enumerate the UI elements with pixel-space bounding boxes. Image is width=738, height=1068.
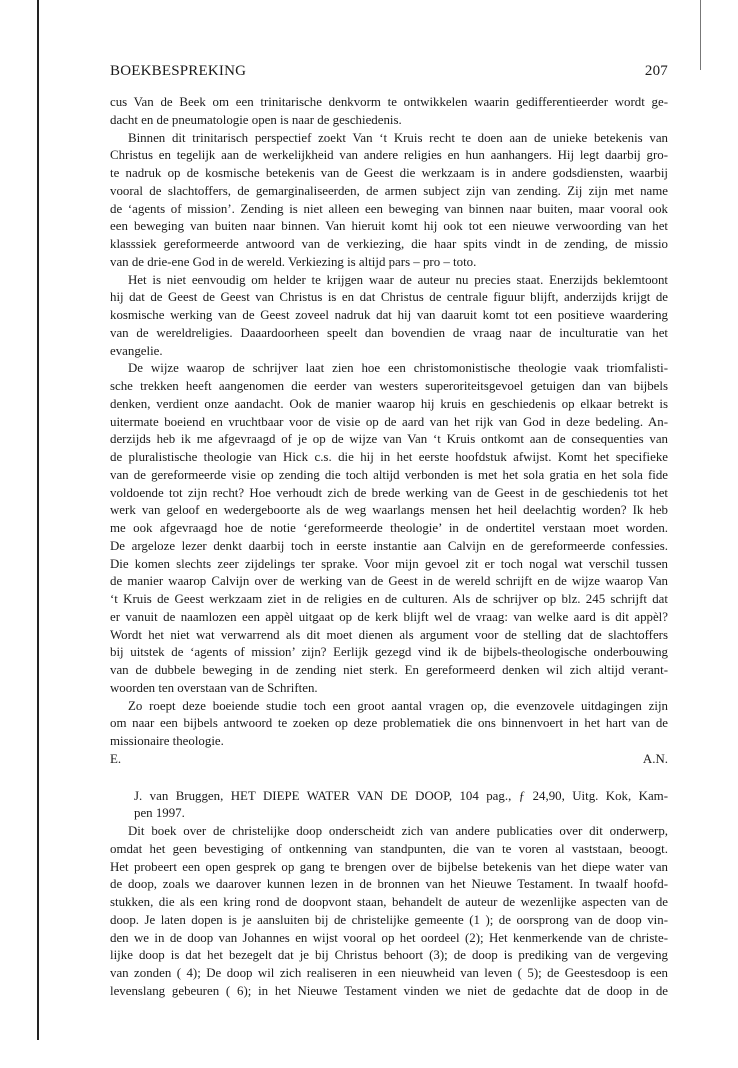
text-line: van de drie-ene God in de wereld. Verkiezing is altijd pars – pro – toto. <box>110 254 477 269</box>
text-line: van de gereformeerde visie op zending die toch altijd verbonden is met het sola gratia en het sola fide <box>110 467 668 482</box>
text-line: evangelie. <box>110 343 163 358</box>
signature-line <box>110 751 668 769</box>
text-line: hij dat de Geest de Geest van Christus is en dat Christus de centrale figuur blijft, anderzijds krijgt de <box>110 290 668 305</box>
body-text <box>110 94 668 1001</box>
text-line: te nadruk op de kosmische betekenis van de Geest die werkzaam is in andere godsdiensten, waarbij <box>110 166 668 180</box>
text-line: van de dubbele beweging in de zending niet sterk. En gereformeerd denken wil zich altijd verant- <box>110 663 668 677</box>
signature-place: E. <box>110 751 122 766</box>
text-line: den we in de doop van Johannes en wijst vooral op het oordeel (2); Het kenmerkende van de christe- <box>110 930 668 945</box>
text-line: Het is niet eenvoudig om helder te krijgen waar de auteur nu precies staat. Enerzijds beklemtoont <box>128 272 668 287</box>
text-line: De wijze waarop de schrijver laat zien hoe een christomonistische theologie vaak triomfalisti- <box>128 361 668 376</box>
text-line: een beweging van buiten naar binnen. Van hieruit komt hij ook tot een nieuwe verwoording van het <box>110 219 668 234</box>
paragraph <box>110 130 668 272</box>
text-line: me ook afgevraagd hoe de notie ‘gereformeerde theologie’ in de ondertitel verstaan moet worden. <box>110 521 668 535</box>
paragraph <box>110 360 668 697</box>
text-line: Zo roept deze boeiende studie toch een groot aantal vragen op, die evenzovele uitdagingen zijn <box>128 698 668 713</box>
text-line: Binnen dit trinitarisch perspectief zoekt Van ‘t Kruis recht te doen aan de unieke betekenis van <box>128 130 668 145</box>
paragraph <box>110 272 668 361</box>
text-line: bij uitstek de ‘agents of mission’ zijn? Eerlijk gezegd vind ik de bijbels-theologische onderbouwing <box>110 645 668 660</box>
text-line: van de wereldreligies. Daaardoorheen speelt dan bovendien de vraag naar de inculturatie van het <box>110 325 668 340</box>
text-line: de manier waarop Calvijn over de werking van de Geest in de wereld schrijft en de wijze waarop Van <box>110 574 668 589</box>
text-line: de pluralistische theologie van Hick c.s. die hij in het eerste hoofdstuk afwijst. Komt het specifieke <box>110 450 668 464</box>
paragraph <box>110 698 668 751</box>
signature-author: A.N. <box>642 751 668 766</box>
text-line: uitermate boeiend en vruchtbaar voor de visie op de aard van het rijk van God in deze bedeling. An- <box>110 414 668 429</box>
text-line: lijke doop is dat het bezegelt dat je bij Christus behoort (3); de doop is prediking van de vergeving <box>110 948 668 963</box>
text-line: doop. Je laten dopen is je aansluiten bij de christelijke gemeente (1 ); de oorsprong van de doop vin- <box>110 912 668 927</box>
section-title: BOEKBESPREKING <box>110 63 247 79</box>
text-line: er vanuit de naamlozen een appèl uitgaat op de kerk blijft wel de vraag: van welke aard is dit appèl? <box>110 609 668 624</box>
text-line: missionaire theologie. <box>110 734 224 748</box>
text-line: omdat het geen bevestiging of ontkenning van standpunten, die van te voren al vaststaan, beoogt. <box>110 841 668 856</box>
text-line: klasssiek gereformeerde antwoord van de verkiezing, die haar spits vindt in de zending, de missio <box>110 237 668 251</box>
paragraph <box>110 94 668 130</box>
text-line: werk van geloof en wedergeboorte als de weg waarlangs mensen het heil deelachtig worden? Ik heb <box>110 503 668 518</box>
text-line: de doop, zoals we daarover kunnen lezen in de bronnen van het Nieuwe Testament. In twaalf hoofd- <box>110 877 668 892</box>
text-line: pen 1997. <box>134 806 185 821</box>
page-edge-line-right <box>700 0 701 70</box>
text-line: de ‘agents of mission’. Zending is niet alleen een beweging van binnen naar buiten, maar vooral ook <box>110 201 668 216</box>
text-line: De argeloze lezer denkt daarbij toch in eerste instantie aan Calvijn en de gereformeerde confessies. <box>110 538 668 553</box>
running-header <box>110 63 668 80</box>
text-line: sche trekken heeft aangenomen die eerder van westers superoriteitsgevoel getuigen dan van bijbels <box>110 379 668 393</box>
text-line: levenslang gebeuren ( 6); in het Nieuwe Testament vinden we niet de gedachte dat de doop in de <box>110 983 668 998</box>
text-line: Dit boek over de christelijke doop onderscheidt zich van andere publicaties over dit onderwerp, <box>128 824 668 838</box>
text-line: J. van Bruggen, HET DIEPE WATER VAN DE DOOP, 104 pag., ƒ 24,90, Uitg. Kok, Kam- <box>134 788 668 803</box>
text-line: om naar een bijbels antwoord te zoeken op deze problematiek die ons binnenvoert in het hart van de <box>110 716 668 731</box>
text-line: vooral de slachtoffers, de gemarginaliseerden, de armen subject zijn van zending. Zij zijn met name <box>110 183 668 198</box>
text-line: Het probeert een open gesprek op gang te brengen over de bijbelse betekenis van het diepe water van <box>110 859 668 874</box>
page-number: 207 <box>644 63 668 79</box>
text-line: stukken, die als een kring rond de doopvont staan, behandelt de auteur de wezenlijke aspecten van de <box>110 895 668 909</box>
text-line: dacht en de pneumatologie open is naar de geschiedenis. <box>110 112 402 127</box>
page-edge-line <box>37 0 39 1040</box>
text-line: Christus en tegelijk aan de werkelijkheid van andere religies en hun aanhangers. Hij legt daarbij gro- <box>110 148 668 163</box>
text-line: voldoende tot zijn recht? Hoe verhoudt zich de brede werking van de Geest in de geschiedenis tot het <box>110 485 668 500</box>
book-citation <box>110 788 668 824</box>
review-1 <box>110 94 668 751</box>
text-line: derzijds heb ik me afgevraagd of je op de wijze van Van ‘t Kruis ontkomt aan de consequenties van <box>110 432 668 447</box>
text-line: Die komen slechts zeer zijdelings ter sprake. Voor mijn gevoel zit er toch nogal wat verschil tussen <box>110 556 668 571</box>
text-line: ‘t Kruis de Geest werkzaam ziet in de religies en de culturen. Als de schrijver op blz. 245 schrijft dat <box>110 592 668 606</box>
text-line: woorden ten overstaan van de Schriften. <box>110 680 318 695</box>
review-2 <box>110 823 668 1001</box>
text-line: kosmische werking van de Geest zoveel nadruk dat hij van daaruit komt tot een positieve waardering <box>110 308 668 322</box>
text-line: denken, verdient onze aandacht. Ook de manier waarop hij kruis en geschiedenis op elkaar betrekt is <box>110 396 668 411</box>
text-line: cus Van de Beek om een trinitarische denkvorm te ontwikkelen waarin gedifferentieerder wordt ge- <box>110 95 668 109</box>
text-line: van zonden ( 4); De doop wil zich realiseren in een nieuwheid van leven ( 5); de Geestesdoop is een <box>110 966 668 980</box>
text-line: Wordt het niet wat verwarrend als dit moet dienen als argument voor de stelling dat de slachtoffers <box>110 627 668 642</box>
